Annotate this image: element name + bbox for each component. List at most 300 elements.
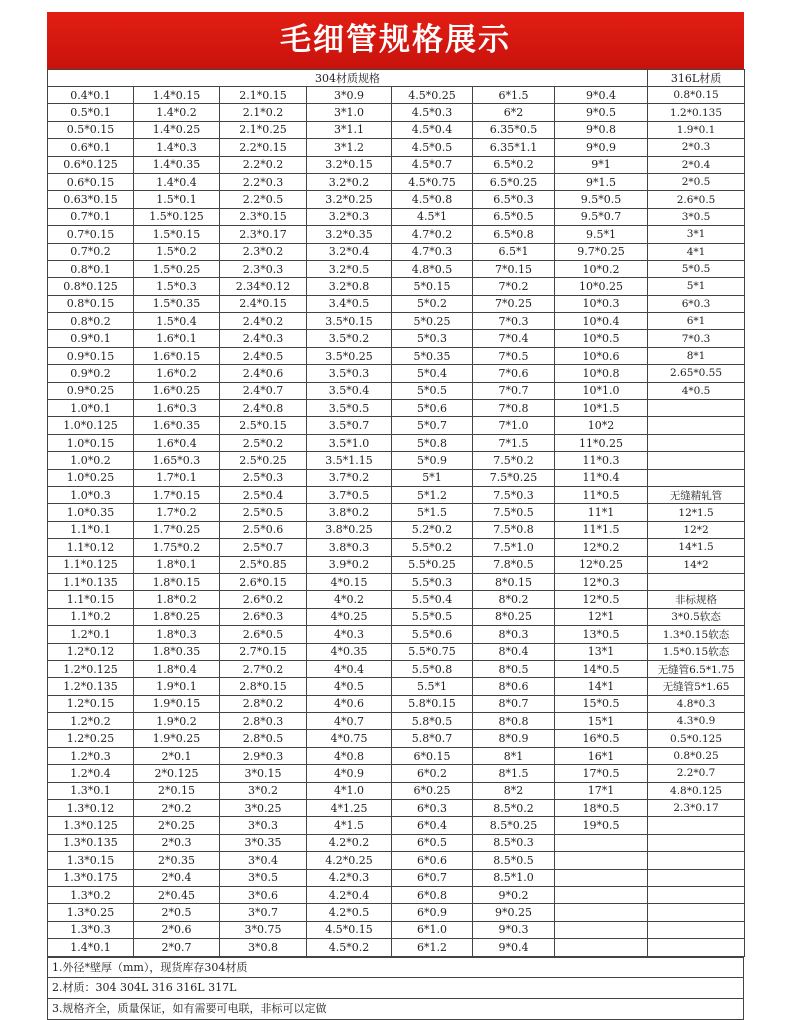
table-cell-304: 2.5*0.15	[220, 417, 307, 434]
table-row	[48, 695, 745, 712]
table-cell-304: 5.8*0.5	[392, 713, 473, 730]
table-cell-304: 6.5*0.2	[473, 156, 555, 173]
table-cell-304: 0.4*0.1	[48, 87, 134, 104]
table-cell-304: 1.3*0.3	[48, 921, 134, 938]
table-cell-304: 3.5*0.7	[307, 417, 392, 434]
table-cell-304: 1.2*0.3	[48, 747, 134, 764]
table-cell-304: 7.5*0.8	[473, 521, 555, 538]
table-cell-304: 8.5*0.2	[473, 800, 555, 817]
table-cell-304: 2.9*0.3	[220, 747, 307, 764]
table-row	[48, 713, 745, 730]
table-cell-304: 7*0.25	[473, 295, 555, 312]
table-cell-304: 2*0.35	[134, 852, 220, 869]
table-cell-304: 3.5*0.15	[307, 313, 392, 330]
note-1: 1.外径*壁厚（mm），现货库存304材质	[47, 957, 744, 978]
table-cell-304: 6*0.6	[392, 852, 473, 869]
table-row	[48, 643, 745, 660]
table-cell-304: 8*0.7	[473, 695, 555, 712]
table-cell-316l	[648, 452, 745, 469]
table-row	[48, 313, 745, 330]
table-cell-304: 2.8*0.2	[220, 695, 307, 712]
table-cell-304: 12*1	[555, 608, 648, 625]
table-cell-304: 1.4*0.25	[134, 121, 220, 138]
table-cell-304: 6*0.2	[392, 765, 473, 782]
table-cell-304: 1.8*0.25	[134, 608, 220, 625]
table-cell-316l: 4.8*0.3	[648, 695, 745, 712]
table-cell-304: 5*0.35	[392, 347, 473, 364]
table-cell-316l: 6*1	[648, 313, 745, 330]
table-row	[48, 417, 745, 434]
table-cell-304: 5.2*0.2	[392, 521, 473, 538]
table-row	[48, 173, 745, 190]
table-cell-304: 8*1	[473, 747, 555, 764]
table-cell-304: 1.7*0.15	[134, 486, 220, 503]
table-cell-304: 0.9*0.15	[48, 347, 134, 364]
table-row	[48, 817, 745, 834]
table-cell-304: 5.5*0.4	[392, 591, 473, 608]
table-cell-304: 1.6*0.35	[134, 417, 220, 434]
table-cell-304: 6*0.3	[392, 800, 473, 817]
table-cell-304: 3*0.15	[220, 765, 307, 782]
table-cell-304: 4*0.15	[307, 573, 392, 590]
table-cell-316l: 7*0.3	[648, 330, 745, 347]
table-cell-304: 10*0.25	[555, 278, 648, 295]
table-cell-304: 6*0.7	[392, 869, 473, 886]
table-cell-304: 3.8*0.3	[307, 539, 392, 556]
table-cell-304: 7*0.4	[473, 330, 555, 347]
table-cell-304: 9*0.4	[555, 87, 648, 104]
table-cell-316l: 12*2	[648, 521, 745, 538]
note-3: 3.规格齐全，质量保证，如有需要可电联，非标可以定做	[47, 999, 744, 1020]
table-cell-304: 5.5*0.6	[392, 626, 473, 643]
table-cell-304: 4.5*0.3	[392, 104, 473, 121]
table-cell-316l	[648, 869, 745, 886]
table-cell-304: 1.4*0.35	[134, 156, 220, 173]
table-cell-304: 4*1.25	[307, 800, 392, 817]
table-cell-304: 8.5*0.3	[473, 834, 555, 851]
table-cell-304: 2.4*0.2	[220, 313, 307, 330]
table-cell-304: 4.2*0.3	[307, 869, 392, 886]
table-cell-304: 4*0.3	[307, 626, 392, 643]
table-cell-304: 2.2*0.5	[220, 191, 307, 208]
table-cell-304: 12*0.5	[555, 591, 648, 608]
table-row	[48, 191, 745, 208]
table-row	[48, 156, 745, 173]
table-cell-304: 9*0.25	[473, 904, 555, 921]
table-cell-304: 4.5*0.5	[392, 139, 473, 156]
table-cell-304: 1.3*0.135	[48, 834, 134, 851]
table-cell-304: 1.5*0.1	[134, 191, 220, 208]
table-cell-304: 4*0.35	[307, 643, 392, 660]
table-cell-304: 3.8*0.25	[307, 521, 392, 538]
table-cell-304: 5.5*0.75	[392, 643, 473, 660]
table-cell-316l: 5*1	[648, 278, 745, 295]
table-cell-316l: 3*1	[648, 226, 745, 243]
table-cell-304: 10*0.3	[555, 295, 648, 312]
table-cell-304	[555, 886, 648, 903]
table-cell-304: 2*0.7	[134, 939, 220, 956]
table-cell-304: 4.5*0.8	[392, 191, 473, 208]
table-cell-316l: 2.65*0.55	[648, 365, 745, 382]
table-cell-304: 8*0.9	[473, 730, 555, 747]
table-cell-304: 1.6*0.4	[134, 434, 220, 451]
table-cell-304	[555, 939, 648, 956]
table-row	[48, 382, 745, 399]
table-cell-304: 4*0.2	[307, 591, 392, 608]
table-cell-304: 1.9*0.25	[134, 730, 220, 747]
table-cell-304: 6.5*0.8	[473, 226, 555, 243]
table-cell-304: 9*0.4	[473, 939, 555, 956]
table-row	[48, 104, 745, 121]
table-cell-304: 2.5*0.5	[220, 504, 307, 521]
table-cell-304: 5.5*0.8	[392, 660, 473, 677]
table-cell-304: 8*2	[473, 782, 555, 799]
table-cell-316l	[648, 469, 745, 486]
table-cell-316l: 1.3*0.15软态	[648, 626, 745, 643]
table-cell-304: 3*1.0	[307, 104, 392, 121]
table-cell-304: 3*0.8	[220, 939, 307, 956]
table-cell-316l	[648, 417, 745, 434]
table-cell-304: 6*0.8	[392, 886, 473, 903]
table-cell-304: 2*0.45	[134, 886, 220, 903]
table-cell-304: 7*0.2	[473, 278, 555, 295]
table-row	[48, 243, 745, 260]
table-cell-304: 2*0.3	[134, 834, 220, 851]
table-cell-304: 7*0.7	[473, 382, 555, 399]
table-cell-304: 6*1.5	[473, 87, 555, 104]
table-cell-304: 0.8*0.1	[48, 260, 134, 277]
table-cell-304: 5*0.5	[392, 382, 473, 399]
table-cell-304: 2.5*0.3	[220, 469, 307, 486]
table-cell-304: 8*0.25	[473, 608, 555, 625]
table-cell-304: 7.5*0.3	[473, 486, 555, 503]
table-cell-304: 1.6*0.1	[134, 330, 220, 347]
table-cell-304: 4.5*0.7	[392, 156, 473, 173]
table-cell-304: 0.8*0.2	[48, 313, 134, 330]
table-cell-304: 8*0.15	[473, 573, 555, 590]
table-cell-304: 1.2*0.15	[48, 695, 134, 712]
table-cell-304: 0.6*0.125	[48, 156, 134, 173]
table-cell-304: 1.0*0.3	[48, 486, 134, 503]
table-cell-304: 7*0.8	[473, 400, 555, 417]
table-cell-304: 1.75*0.2	[134, 539, 220, 556]
table-cell-304: 2.4*0.8	[220, 400, 307, 417]
table-cell-304: 10*0.5	[555, 330, 648, 347]
table-cell-304	[555, 834, 648, 851]
table-cell-304: 16*0.5	[555, 730, 648, 747]
table-cell-316l: 4*0.5	[648, 382, 745, 399]
table-cell-304: 3.2*0.3	[307, 208, 392, 225]
table-cell-304: 6.35*1.1	[473, 139, 555, 156]
table-cell-304: 1.0*0.15	[48, 434, 134, 451]
table-cell-304	[555, 921, 648, 938]
table-cell-304: 3.8*0.2	[307, 504, 392, 521]
table-cell-304: 9*1	[555, 156, 648, 173]
table-row	[48, 921, 745, 938]
table-cell-304: 17*0.5	[555, 765, 648, 782]
table-cell-304: 17*1	[555, 782, 648, 799]
table-cell-304: 11*0.25	[555, 434, 648, 451]
table-row	[48, 347, 745, 364]
table-cell-304: 3.7*0.2	[307, 469, 392, 486]
note-2: 2.材质：304 304L 316 316L 317L	[47, 978, 744, 999]
table-cell-304: 16*1	[555, 747, 648, 764]
table-cell-304: 11*0.3	[555, 452, 648, 469]
table-cell-304: 2.7*0.15	[220, 643, 307, 660]
table-cell-304: 2.8*0.3	[220, 713, 307, 730]
table-cell-304: 1.65*0.3	[134, 452, 220, 469]
table-cell-304: 10*0.2	[555, 260, 648, 277]
table-cell-304: 2.8*0.15	[220, 678, 307, 695]
table-row	[48, 452, 745, 469]
table-cell-304: 2*0.6	[134, 921, 220, 938]
table-cell-304: 1.7*0.25	[134, 521, 220, 538]
table-cell-304: 7.5*0.5	[473, 504, 555, 521]
table-cell-304: 1.9*0.1	[134, 678, 220, 695]
table-cell-304: 1.3*0.2	[48, 886, 134, 903]
table-cell-304: 3*0.75	[220, 921, 307, 938]
table-cell-304: 5*0.3	[392, 330, 473, 347]
table-cell-304: 10*1.0	[555, 382, 648, 399]
table-cell-304: 1.5*0.4	[134, 313, 220, 330]
table-row	[48, 852, 745, 869]
table-cell-304: 0.6*0.1	[48, 139, 134, 156]
table-cell-304: 2.1*0.15	[220, 87, 307, 104]
table-cell-304: 7.5*0.25	[473, 469, 555, 486]
table-cell-304: 6*0.5	[392, 834, 473, 851]
table-cell-304: 19*0.5	[555, 817, 648, 834]
table-cell-304: 5*1	[392, 469, 473, 486]
table-cell-304: 3*0.5	[220, 869, 307, 886]
table-cell-304: 2.2*0.3	[220, 173, 307, 190]
table-cell-304	[555, 852, 648, 869]
table-cell-304: 1.3*0.25	[48, 904, 134, 921]
table-cell-316l	[648, 852, 745, 869]
table-cell-316l: 2*0.5	[648, 173, 745, 190]
table-cell-304: 1.2*0.125	[48, 660, 134, 677]
table-cell-304: 5*0.6	[392, 400, 473, 417]
table-cell-304: 1.4*0.15	[134, 87, 220, 104]
table-cell-304: 4.8*0.5	[392, 260, 473, 277]
header-316: 316L材质	[648, 70, 745, 87]
table-cell-304: 7.5*0.2	[473, 452, 555, 469]
table-cell-304: 3.2*0.4	[307, 243, 392, 260]
table-cell-304: 2*0.125	[134, 765, 220, 782]
table-cell-304: 1.5*0.3	[134, 278, 220, 295]
table-cell-316l	[648, 817, 745, 834]
table-cell-304: 1.8*0.2	[134, 591, 220, 608]
table-row	[48, 904, 745, 921]
table-cell-304: 5*0.15	[392, 278, 473, 295]
table-cell-304: 10*0.4	[555, 313, 648, 330]
table-cell-304: 2*0.2	[134, 800, 220, 817]
table-cell-304: 7.8*0.5	[473, 556, 555, 573]
table-cell-304: 15*0.5	[555, 695, 648, 712]
table-cell-304: 1.5*0.25	[134, 260, 220, 277]
table-cell-304: 1.0*0.35	[48, 504, 134, 521]
table-cell-304: 0.7*0.1	[48, 208, 134, 225]
table-cell-316l: 无缝管6.5*1.75	[648, 660, 745, 677]
table-cell-304	[555, 869, 648, 886]
table-cell-304: 3*0.35	[220, 834, 307, 851]
table-cell-304: 2.4*0.5	[220, 347, 307, 364]
table-row	[48, 121, 745, 138]
table-cell-316l: 2.2*0.7	[648, 765, 745, 782]
table-cell-316l: 0.8*0.15	[648, 87, 745, 104]
table-cell-304: 6*0.15	[392, 747, 473, 764]
table-cell-304: 3.2*0.25	[307, 191, 392, 208]
table-cell-304: 4*0.4	[307, 660, 392, 677]
table-cell-304: 3.2*0.15	[307, 156, 392, 173]
table-cell-316l	[648, 834, 745, 851]
table-cell-304: 9*1.5	[555, 173, 648, 190]
table-row	[48, 486, 745, 503]
table-cell-304: 3.5*0.4	[307, 382, 392, 399]
table-cell-304: 5*0.8	[392, 434, 473, 451]
table-cell-304: 1.2*0.25	[48, 730, 134, 747]
table-cell-304: 9*0.9	[555, 139, 648, 156]
table-row	[48, 400, 745, 417]
table-cell-304: 5*0.7	[392, 417, 473, 434]
table-cell-304: 9.5*0.5	[555, 191, 648, 208]
table-cell-304: 7*0.6	[473, 365, 555, 382]
table-row	[48, 260, 745, 277]
table-cell-304: 2.5*0.7	[220, 539, 307, 556]
table-cell-304: 2.3*0.15	[220, 208, 307, 225]
table-cell-316l	[648, 939, 745, 956]
table-cell-304: 8*0.3	[473, 626, 555, 643]
table-cell-304: 2.34*0.12	[220, 278, 307, 295]
table-cell-304: 2.4*0.15	[220, 295, 307, 312]
table-row	[48, 660, 745, 677]
table-cell-304: 3*0.7	[220, 904, 307, 921]
table-cell-304: 2.8*0.5	[220, 730, 307, 747]
table-cell-304: 1.1*0.135	[48, 573, 134, 590]
table-cell-304: 4.5*0.25	[392, 87, 473, 104]
table-cell-316l: 0.5*0.125	[648, 730, 745, 747]
table-row	[48, 521, 745, 538]
table-cell-304: 4.7*0.3	[392, 243, 473, 260]
table-cell-304: 18*0.5	[555, 800, 648, 817]
table-cell-304: 1.0*0.125	[48, 417, 134, 434]
table-cell-304: 8*0.2	[473, 591, 555, 608]
table-cell-304: 8.5*0.5	[473, 852, 555, 869]
table-cell-304: 2*0.25	[134, 817, 220, 834]
table-cell-304: 1.4*0.3	[134, 139, 220, 156]
table-cell-304: 0.5*0.1	[48, 104, 134, 121]
table-cell-304: 2.2*0.15	[220, 139, 307, 156]
table-cell-316l: 非标规格	[648, 591, 745, 608]
table-cell-304: 1.5*0.125	[134, 208, 220, 225]
table-cell-304: 2.6*0.3	[220, 608, 307, 625]
table-cell-304: 2.7*0.2	[220, 660, 307, 677]
table-cell-304: 2*0.15	[134, 782, 220, 799]
table-row	[48, 869, 745, 886]
table-cell-304: 4.2*0.25	[307, 852, 392, 869]
table-cell-304: 0.8*0.15	[48, 295, 134, 312]
table-cell-304: 1.3*0.125	[48, 817, 134, 834]
table-cell-304: 6.5*0.3	[473, 191, 555, 208]
table-cell-304: 6*0.4	[392, 817, 473, 834]
table-cell-316l: 2.3*0.17	[648, 800, 745, 817]
table-cell-304: 10*0.6	[555, 347, 648, 364]
table-cell-304: 9*0.8	[555, 121, 648, 138]
table-cell-304: 4.5*0.2	[307, 939, 392, 956]
table-cell-304: 1.8*0.3	[134, 626, 220, 643]
table-cell-304: 4.2*0.5	[307, 904, 392, 921]
table-cell-304: 13*0.5	[555, 626, 648, 643]
table-cell-304: 3.5*0.5	[307, 400, 392, 417]
table-cell-304: 1.7*0.2	[134, 504, 220, 521]
table-cell-304: 1.9*0.2	[134, 713, 220, 730]
table-cell-316l: 3*0.5	[648, 208, 745, 225]
table-cell-304: 8*0.4	[473, 643, 555, 660]
table-row	[48, 678, 745, 695]
table-cell-304: 1.6*0.15	[134, 347, 220, 364]
table-cell-304: 1.8*0.15	[134, 573, 220, 590]
table-row	[48, 278, 745, 295]
table-cell-304: 4*1.5	[307, 817, 392, 834]
table-cell-304: 11*1.5	[555, 521, 648, 538]
table-cell-304: 4*0.7	[307, 713, 392, 730]
table-cell-316l	[648, 904, 745, 921]
table-cell-316l: 4.3*0.9	[648, 713, 745, 730]
table-row	[48, 539, 745, 556]
table-cell-316l: 5*0.5	[648, 260, 745, 277]
table-row	[48, 800, 745, 817]
table-row	[48, 765, 745, 782]
table-cell-304: 1.1*0.12	[48, 539, 134, 556]
table-cell-304: 5*0.25	[392, 313, 473, 330]
table-cell-304: 7*1.0	[473, 417, 555, 434]
table-cell-304: 9*0.5	[555, 104, 648, 121]
table-row	[48, 504, 745, 521]
table-cell-304: 3.2*0.2	[307, 173, 392, 190]
table-cell-304: 3*1.1	[307, 121, 392, 138]
table-cell-304: 3.2*0.35	[307, 226, 392, 243]
table-cell-304: 3.4*0.5	[307, 295, 392, 312]
notes	[47, 957, 744, 1020]
table-cell-316l	[648, 573, 745, 590]
table-cell-304: 2.6*0.15	[220, 573, 307, 590]
table-cell-304: 1.3*0.15	[48, 852, 134, 869]
table-cell-304: 2.4*0.6	[220, 365, 307, 382]
table-cell-304: 2.5*0.4	[220, 486, 307, 503]
table-cell-304: 6.35*0.5	[473, 121, 555, 138]
table-cell-304: 1.4*0.2	[134, 104, 220, 121]
table-cell-316l: 无缝管5*1.65	[648, 678, 745, 695]
table-cell-304: 8*1.5	[473, 765, 555, 782]
table-cell-304: 5.8*0.15	[392, 695, 473, 712]
table-cell-316l: 1.9*0.1	[648, 121, 745, 138]
table-cell-304: 8*0.6	[473, 678, 555, 695]
table-row	[48, 139, 745, 156]
table-cell-304: 8*0.5	[473, 660, 555, 677]
table-cell-304: 14*1	[555, 678, 648, 695]
table-cell-304: 2.1*0.25	[220, 121, 307, 138]
table-row	[48, 226, 745, 243]
table-cell-304: 1.7*0.1	[134, 469, 220, 486]
table-cell-304: 4.5*0.75	[392, 173, 473, 190]
table-cell-316l: 14*1.5	[648, 539, 745, 556]
table-cell-304: 1.3*0.12	[48, 800, 134, 817]
table-cell-304: 1.2*0.1	[48, 626, 134, 643]
table-cell-316l: 4.8*0.125	[648, 782, 745, 799]
table-cell-304: 9.5*1	[555, 226, 648, 243]
table-cell-304: 2.5*0.25	[220, 452, 307, 469]
table-cell-304: 6*0.9	[392, 904, 473, 921]
table-cell-304: 1.0*0.1	[48, 400, 134, 417]
